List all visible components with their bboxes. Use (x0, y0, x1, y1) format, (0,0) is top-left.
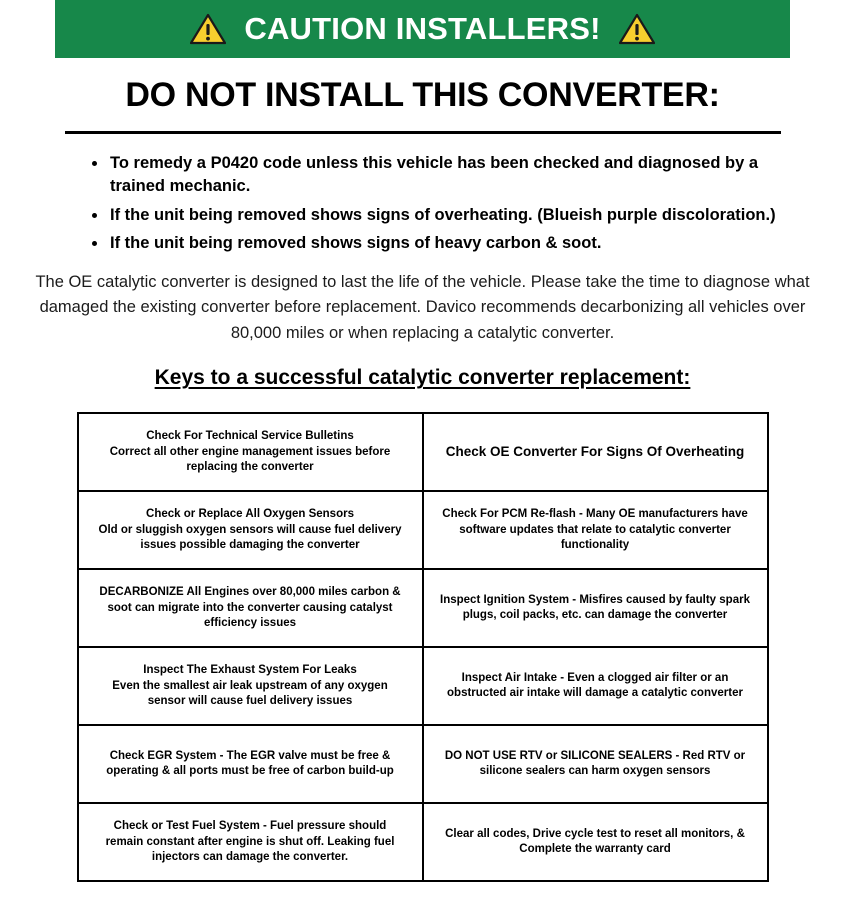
cell-line: replacing the converter (186, 461, 314, 474)
table-cell (78, 491, 423, 569)
do-not-install-list (0, 152, 845, 256)
table-row (78, 647, 768, 725)
cell-line: Even the smallest air leak upstream of any oxygen (112, 679, 388, 692)
cell-line: Clear all codes, Drive cycle test to reset all monitors, & (445, 827, 745, 840)
table-row (78, 803, 768, 881)
cell-line: Inspect Ignition System - Misfires caused by faulty spark (440, 593, 750, 606)
table-cell (423, 491, 768, 569)
keys-table (77, 412, 769, 882)
table-cell (423, 725, 768, 803)
table-cell (423, 803, 768, 881)
list-item: If the unit being removed shows signs of heavy carbon & soot. (92, 232, 805, 255)
cell-line: Correct all other engine management issues before (109, 445, 391, 458)
caution-banner (55, 0, 790, 58)
cell-line: Check OE Converter For Signs Of Overheating (445, 444, 745, 460)
cell-line: software updates that relate to catalytic converter (459, 523, 731, 536)
cell-line: Complete the warranty card (519, 843, 671, 856)
cell-line: Check For PCM Re-flash - Many OE manufacturers have (442, 508, 748, 521)
table-row (78, 725, 768, 803)
table-cell (78, 803, 423, 881)
diagnosis-paragraph: The OE catalytic converter is designed to last the life of the vehicle. Please take the time to diagnose what damaged the existing converter before replacement. Davico recommends decarbonizing all vehicles over 80,000 miles or when replacing a catalytic converter. (35, 272, 810, 342)
cell-line: Inspect Air Intake - Even a clogged air filter or an (461, 671, 729, 684)
cell-line: DECARBONIZE All Engines over 80,000 miles carbon & (99, 586, 401, 599)
cell-line: efficiency issues (203, 617, 297, 630)
cell-line: DO NOT USE RTV or SILICONE SEALERS - Red RTV or (444, 749, 746, 762)
table-cell (78, 647, 423, 725)
cell-line: plugs, coil packs, etc. can damage the converter (462, 609, 728, 622)
table-cell (78, 413, 423, 491)
divider (65, 131, 781, 134)
table-row (78, 569, 768, 647)
list-item: If the unit being removed shows signs of overheating. (Blueish purple discoloration.) (92, 204, 805, 227)
cell-line: Check For Technical Service Bulletins (146, 430, 354, 443)
warning-triangle-icon (619, 13, 655, 45)
cell-line: issues possible damaging the converter (140, 539, 360, 552)
list-item: To remedy a P0420 code unless this vehicle has been checked and diagnosed by a trained mechanic. (92, 152, 805, 199)
cell-line: Old or sluggish oxygen sensors will cause fuel delivery (98, 523, 402, 536)
table-cell (78, 569, 423, 647)
cell-line: Inspect The Exhaust System For Leaks (143, 664, 357, 677)
cell-line: obstructed air intake will damage a catalytic converter (447, 687, 743, 700)
banner-title: CAUTION INSTALLERS! (244, 11, 601, 46)
page-title: DO NOT INSTALL THIS CONVERTER: (125, 76, 720, 114)
cell-line: sensor will cause fuel delivery issues (147, 695, 353, 708)
warning-triangle-icon (190, 13, 226, 45)
cell-line: Check or Replace All Oxygen Sensors (146, 508, 354, 521)
cell-line: remain constant after engine is shut off. Leaking fuel (105, 835, 395, 848)
table-row (78, 491, 768, 569)
table-cell (423, 569, 768, 647)
table-cell (78, 725, 423, 803)
table-cell (423, 647, 768, 725)
cell-line: soot can migrate into the converter causing catalyst (107, 601, 393, 614)
table-row (78, 413, 768, 491)
table-cell (423, 413, 768, 491)
cell-line: Check EGR System - The EGR valve must be free & (109, 749, 391, 762)
cell-line: silicone sealers can harm oxygen sensors (479, 765, 711, 778)
cell-line: injectors can damage the converter. (151, 851, 349, 864)
cell-line: Check or Test Fuel System - Fuel pressure should (113, 820, 387, 833)
cell-line: operating & all ports must be free of carbon build-up (106, 765, 394, 778)
cell-line: functionality (560, 539, 630, 552)
keys-subheading: Keys to a successful catalytic converter replacement: (154, 366, 691, 390)
